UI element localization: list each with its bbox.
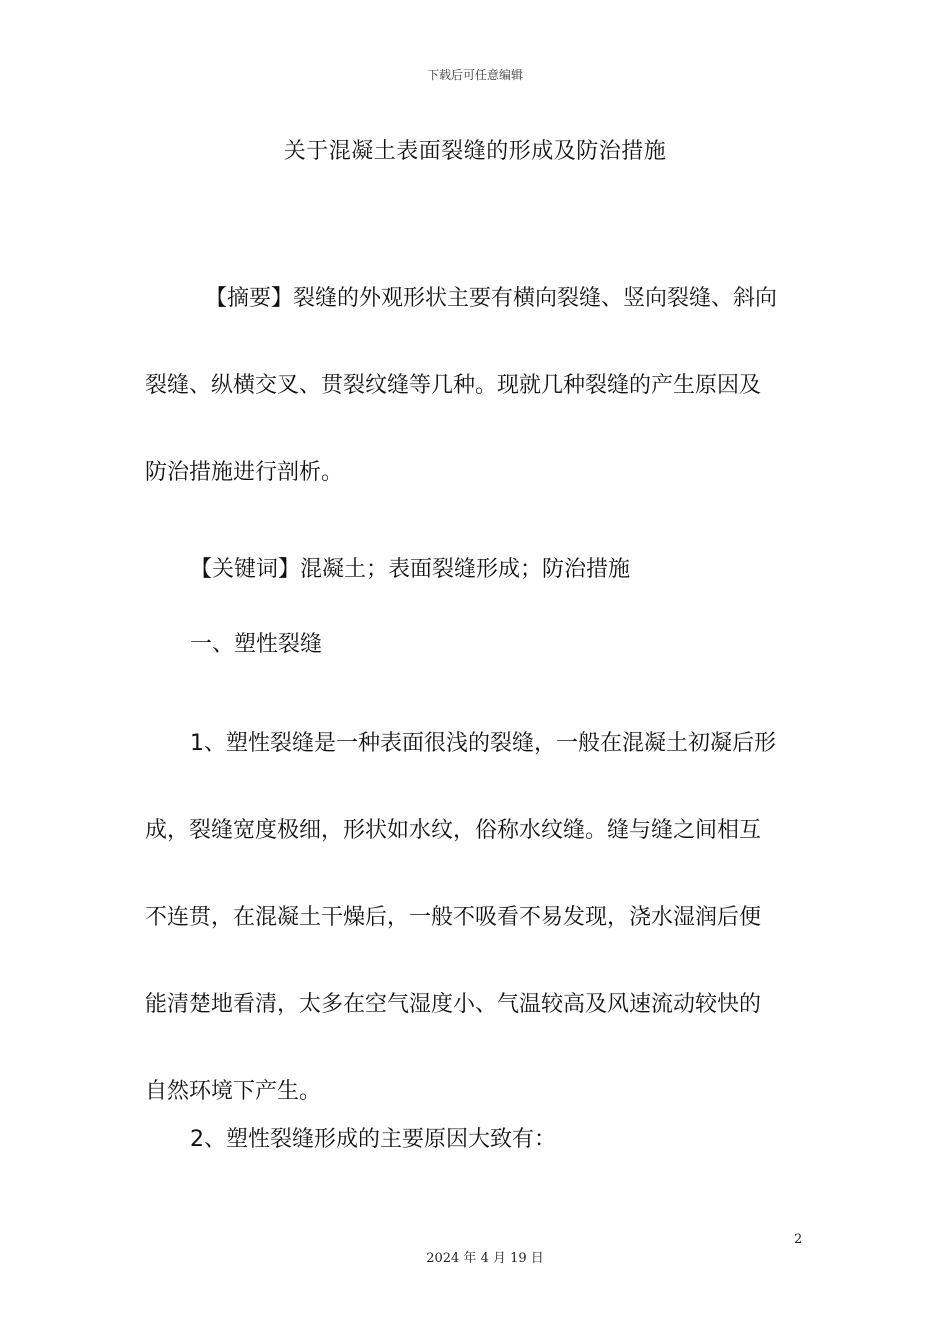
- footer-date: 2024 年 4 月 19 日: [426, 1251, 544, 1266]
- abstract-line: 【摘要】裂缝的外观形状主要有横向裂缝、竖向裂缝、斜向: [205, 286, 778, 311]
- abstract-line: 防治措施进行剖析。: [145, 460, 344, 485]
- paragraph-line: 成，裂缝宽度极细，形状如水纹，俗称水纹缝。缝与缝之间相互: [145, 818, 762, 843]
- paragraph-line: 不连贯，在混凝土干燥后，一般不吸看不易发现，浇水湿润后便: [145, 905, 762, 930]
- paragraph-line: 1、塑性裂缝是一种表面很浅的裂缝，一般在混凝土初凝后形: [190, 731, 776, 756]
- paragraph-line: 自然环境下产生。: [145, 1079, 322, 1104]
- paragraph-2: 2、塑性裂缝形成的主要原因大致有：: [190, 1127, 556, 1152]
- keywords-line: 【关键词】混凝土；表面裂缝形成；防治措施: [190, 557, 631, 582]
- document-title: 关于混凝土表面裂缝的形成及防治措施: [283, 139, 667, 164]
- section-heading: 一、塑性裂缝: [190, 632, 323, 657]
- header-note: 下载后可任意编辑: [426, 68, 523, 82]
- paragraph-line: 能清楚地看清，太多在空气湿度小、气温较高及风速流动较快的: [145, 992, 762, 1017]
- page-number: 2: [794, 1232, 803, 1247]
- paragraph-1: [145, 700, 810, 1135]
- abstract-paragraph: [145, 255, 810, 516]
- abstract-line: 裂缝、纵横交叉、贯裂纹缝等几种。现就几种裂缝的产生原因及: [145, 373, 762, 398]
